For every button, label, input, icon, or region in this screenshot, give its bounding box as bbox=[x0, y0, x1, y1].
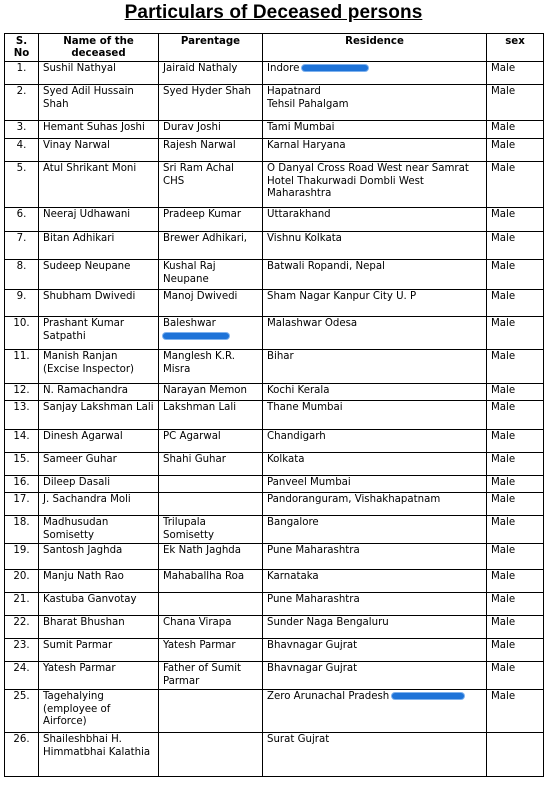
cell-sno-text: 18. bbox=[13, 517, 30, 528]
cell-residence bbox=[263, 384, 487, 401]
cell-sex-text: Male bbox=[491, 691, 516, 702]
cell-name-text: Kastuba Ganvotay bbox=[43, 594, 137, 605]
cell-residence-text: Bangalore bbox=[267, 517, 319, 528]
cell-parentage bbox=[159, 570, 263, 593]
cell-parentage-text: Durav Joshi bbox=[163, 122, 221, 133]
cell-name-text: Manish Ranjan (Excise Inspector) bbox=[43, 351, 135, 375]
cell-name bbox=[39, 593, 159, 616]
cell-residence-text: Vishnu Kolkata bbox=[267, 233, 342, 244]
cell-parentage bbox=[159, 476, 263, 493]
cell-sex bbox=[487, 208, 544, 232]
cell-sno bbox=[5, 162, 39, 208]
cell-sno-text: 13. bbox=[13, 402, 30, 413]
header-sno: S. No bbox=[5, 34, 39, 62]
cell-name-text: Prashant Kumar Satpathi bbox=[43, 318, 125, 342]
cell-sex bbox=[487, 476, 544, 493]
cell-name bbox=[39, 544, 159, 570]
cell-parentage bbox=[159, 493, 263, 516]
cell-name bbox=[39, 121, 159, 139]
cell-parentage-text: Mahaballha Roa bbox=[163, 571, 245, 582]
cell-parentage-text: Narayan Memon bbox=[163, 385, 247, 396]
cell-parentage-text: Father of Sumit Parmar bbox=[163, 663, 242, 687]
cell-parentage bbox=[159, 690, 263, 733]
cell-residence-text: Sham Nagar Kanpur City U. P bbox=[267, 291, 417, 302]
cell-sex bbox=[487, 616, 544, 639]
cell-sex bbox=[487, 516, 544, 544]
cell-residence bbox=[263, 290, 487, 317]
cell-parentage bbox=[159, 616, 263, 639]
cell-sno-text: 10. bbox=[13, 318, 30, 329]
cell-residence-text: Indore bbox=[267, 63, 300, 74]
cell-name-text: Sudeep Neupane bbox=[43, 261, 131, 272]
cell-parentage-text: Chana Virapa bbox=[163, 617, 232, 628]
cell-sno-text: 5. bbox=[16, 163, 27, 174]
cell-parentage-text: Ek Nath Jaghda bbox=[163, 545, 242, 556]
cell-sex-text: Male bbox=[491, 385, 516, 396]
cell-sex bbox=[487, 139, 544, 162]
cell-name-text: Bharat Bhushan bbox=[43, 617, 125, 628]
cell-parentage-text: Lakshman Lali bbox=[163, 402, 237, 413]
cell-sno-text: 25. bbox=[13, 691, 30, 702]
table-row bbox=[5, 593, 544, 616]
table-row bbox=[5, 232, 544, 260]
cell-residence bbox=[263, 733, 487, 777]
deceased-table bbox=[4, 33, 544, 777]
cell-residence bbox=[263, 121, 487, 139]
table-row bbox=[5, 662, 544, 690]
cell-residence bbox=[263, 544, 487, 570]
cell-residence bbox=[263, 401, 487, 430]
cell-sex-text: Male bbox=[491, 233, 516, 244]
cell-sex bbox=[487, 544, 544, 570]
cell-name-text: Bitan Adhikari bbox=[43, 233, 115, 244]
cell-residence-text: Karnal Haryana bbox=[267, 140, 346, 151]
cell-name-text: Yatesh Parmar bbox=[43, 663, 116, 674]
cell-sex bbox=[487, 290, 544, 317]
cell-sex bbox=[487, 317, 544, 350]
cell-residence-text: Sunder Naga Bengaluru bbox=[267, 617, 389, 628]
cell-residence bbox=[263, 616, 487, 639]
cell-residence bbox=[263, 662, 487, 690]
cell-name-text: Shaileshbhai H. Himmatbhai Kalathia bbox=[43, 734, 151, 758]
cell-sno-text: 20. bbox=[13, 571, 30, 582]
cell-sno bbox=[5, 317, 39, 350]
cell-parentage bbox=[159, 733, 263, 777]
cell-name bbox=[39, 350, 159, 384]
cell-sex-text: Male bbox=[491, 477, 516, 488]
cell-parentage bbox=[159, 639, 263, 662]
table-row bbox=[5, 162, 544, 208]
cell-parentage bbox=[159, 208, 263, 232]
cell-parentage-text: Syed Hyder Shah bbox=[163, 86, 251, 97]
cell-parentage bbox=[159, 85, 263, 121]
cell-parentage-text: Pradeep Kumar bbox=[163, 209, 242, 220]
cell-residence bbox=[263, 570, 487, 593]
table-body bbox=[5, 62, 544, 777]
cell-sno-text: 22. bbox=[13, 617, 30, 628]
table-row bbox=[5, 317, 544, 350]
table-row bbox=[5, 453, 544, 476]
cell-name bbox=[39, 733, 159, 777]
cell-sno bbox=[5, 476, 39, 493]
cell-sno bbox=[5, 616, 39, 639]
cell-sno bbox=[5, 208, 39, 232]
cell-sex bbox=[487, 493, 544, 516]
cell-residence bbox=[263, 453, 487, 476]
cell-residence bbox=[263, 260, 487, 290]
cell-name bbox=[39, 662, 159, 690]
cell-name-text: Vinay Narwal bbox=[43, 140, 110, 151]
cell-sex bbox=[487, 662, 544, 690]
cell-sno-text: 16. bbox=[13, 477, 30, 488]
cell-sex-text: Male bbox=[491, 454, 516, 465]
cell-name bbox=[39, 493, 159, 516]
cell-sno-text: 2. bbox=[16, 86, 27, 97]
cell-residence-text: Tami Mumbai bbox=[267, 122, 335, 133]
table-row bbox=[5, 570, 544, 593]
cell-parentage bbox=[159, 350, 263, 384]
cell-residence-text: Batwali Ropandi, Nepal bbox=[267, 261, 385, 272]
cell-sno bbox=[5, 570, 39, 593]
cell-name bbox=[39, 232, 159, 260]
cell-parentage bbox=[159, 430, 263, 453]
cell-residence-text: Hapatnard Tehsil Pahalgam bbox=[267, 86, 349, 110]
table-row bbox=[5, 260, 544, 290]
cell-parentage bbox=[159, 593, 263, 616]
cell-name bbox=[39, 516, 159, 544]
cell-sno-text: 14. bbox=[13, 431, 30, 442]
cell-sex-text: Male bbox=[491, 140, 516, 151]
cell-name-text: Santosh Jaghda bbox=[43, 545, 123, 556]
cell-parentage bbox=[159, 453, 263, 476]
cell-name bbox=[39, 570, 159, 593]
cell-name-text: Tagehalying (employee of Airforce) bbox=[43, 691, 111, 727]
table-row bbox=[5, 476, 544, 493]
cell-name bbox=[39, 384, 159, 401]
header-name: Name of the deceased bbox=[39, 34, 159, 62]
cell-sno bbox=[5, 593, 39, 616]
cell-residence-text: Thane Mumbai bbox=[267, 402, 343, 413]
cell-sno bbox=[5, 453, 39, 476]
table-row bbox=[5, 733, 544, 777]
cell-parentage bbox=[159, 662, 263, 690]
cell-sno bbox=[5, 639, 39, 662]
table-row bbox=[5, 384, 544, 401]
cell-residence bbox=[263, 139, 487, 162]
cell-sex-text: Male bbox=[491, 209, 516, 220]
cell-parentage bbox=[159, 290, 263, 317]
table-row bbox=[5, 493, 544, 516]
cell-name-text: J. Sachandra Moli bbox=[43, 494, 131, 505]
cell-sex-text: Male bbox=[491, 261, 516, 272]
cell-residence-text: Zero Arunachal Pradesh bbox=[267, 691, 390, 702]
cell-sno bbox=[5, 493, 39, 516]
cell-parentage-text: PC Agarwal bbox=[163, 431, 221, 442]
cell-sex bbox=[487, 570, 544, 593]
table-header-row bbox=[5, 34, 544, 62]
cell-sno-text: 9. bbox=[16, 291, 27, 302]
cell-name-text: Neeraj Udhawani bbox=[43, 209, 131, 220]
cell-parentage bbox=[159, 62, 263, 85]
cell-residence-text: Kolkata bbox=[267, 454, 305, 465]
cell-residence bbox=[263, 162, 487, 208]
cell-residence-text: Bhavnagar Gujrat bbox=[267, 640, 358, 651]
cell-sno-text: 21. bbox=[13, 594, 30, 605]
cell-parentage bbox=[159, 516, 263, 544]
cell-name bbox=[39, 453, 159, 476]
cell-sno bbox=[5, 139, 39, 162]
cell-sno bbox=[5, 121, 39, 139]
cell-residence bbox=[263, 350, 487, 384]
cell-parentage-text: Jairaid Nathaly bbox=[163, 63, 238, 74]
cell-parentage-text: Yatesh Parmar bbox=[163, 640, 236, 651]
cell-name bbox=[39, 139, 159, 162]
cell-residence bbox=[263, 690, 487, 733]
table-row bbox=[5, 639, 544, 662]
cell-name-text: Dileep Dasali bbox=[43, 477, 111, 488]
cell-name-text: Atul Shrikant Moni bbox=[43, 163, 137, 174]
cell-sex bbox=[487, 162, 544, 208]
cell-residence bbox=[263, 639, 487, 662]
cell-sno-text: 11. bbox=[13, 351, 30, 362]
cell-sex-text: Male bbox=[491, 318, 516, 329]
cell-name-text: N. Ramachandra bbox=[43, 385, 129, 396]
cell-parentage-text: Trilupala Somisetty bbox=[163, 517, 215, 541]
cell-sno bbox=[5, 544, 39, 570]
cell-residence-text: Pandoranguram, Vishakhapatnam bbox=[267, 494, 441, 505]
cell-parentage bbox=[159, 162, 263, 208]
cell-name bbox=[39, 85, 159, 121]
cell-residence-text: O Danyal Cross Road West near Samrat Hotel Thakurwadi Dombli West Maharashtra bbox=[267, 163, 469, 199]
cell-name-text: Syed Adil Hussain Shah bbox=[43, 86, 134, 110]
cell-parentage bbox=[159, 121, 263, 139]
cell-name bbox=[39, 317, 159, 350]
cell-parentage-text: Manoj Dwivedi bbox=[163, 291, 238, 302]
table-row bbox=[5, 430, 544, 453]
cell-sex-text: Male bbox=[491, 571, 516, 582]
cell-residence bbox=[263, 476, 487, 493]
cell-residence-text: Pune Maharashtra bbox=[267, 545, 360, 556]
cell-sno bbox=[5, 62, 39, 85]
cell-residence bbox=[263, 232, 487, 260]
cell-parentage bbox=[159, 139, 263, 162]
cell-sno-text: 1. bbox=[16, 63, 27, 74]
cell-sex bbox=[487, 121, 544, 139]
cell-residence-text: Chandigarh bbox=[267, 431, 326, 442]
cell-sno bbox=[5, 232, 39, 260]
redaction-mark bbox=[302, 65, 368, 71]
cell-residence bbox=[263, 593, 487, 616]
cell-name-text: Hemant Suhas Joshi bbox=[43, 122, 145, 133]
table-row bbox=[5, 690, 544, 733]
cell-sex-text: Male bbox=[491, 517, 516, 528]
cell-sno-text: 24. bbox=[13, 663, 30, 674]
cell-parentage bbox=[159, 401, 263, 430]
cell-sex bbox=[487, 232, 544, 260]
cell-sex bbox=[487, 430, 544, 453]
cell-sno bbox=[5, 430, 39, 453]
cell-residence bbox=[263, 493, 487, 516]
table-row bbox=[5, 401, 544, 430]
cell-sex-text: Male bbox=[491, 402, 516, 413]
cell-parentage bbox=[159, 232, 263, 260]
cell-residence-text: Kochi Kerala bbox=[267, 385, 330, 396]
cell-sno-text: 12. bbox=[13, 385, 30, 396]
cell-sex-text: Male bbox=[491, 86, 516, 97]
cell-name bbox=[39, 208, 159, 232]
cell-sex-text: Male bbox=[491, 431, 516, 442]
cell-residence-text: Karnataka bbox=[267, 571, 319, 582]
cell-name-text: Sumit Parmar bbox=[43, 640, 113, 651]
cell-sex-text: Male bbox=[491, 163, 516, 174]
cell-residence-text: Bihar bbox=[267, 351, 294, 362]
cell-sex bbox=[487, 85, 544, 121]
cell-parentage-text: Baleshwar bbox=[163, 318, 216, 329]
cell-parentage bbox=[159, 260, 263, 290]
redaction-mark bbox=[163, 333, 229, 339]
cell-residence-text: Uttarakhand bbox=[267, 209, 331, 220]
cell-name bbox=[39, 260, 159, 290]
table-row bbox=[5, 62, 544, 85]
table-row bbox=[5, 544, 544, 570]
cell-sno bbox=[5, 690, 39, 733]
cell-residence bbox=[263, 317, 487, 350]
cell-parentage bbox=[159, 317, 263, 350]
cell-residence bbox=[263, 516, 487, 544]
cell-parentage-text: Rajesh Narwal bbox=[163, 140, 236, 151]
cell-residence bbox=[263, 85, 487, 121]
cell-name-text: Sanjay Lakshman Lali bbox=[43, 402, 154, 413]
cell-residence-text: Panveel Mumbai bbox=[267, 477, 351, 488]
cell-name-text: Shubham Dwivedi bbox=[43, 291, 136, 302]
cell-sex bbox=[487, 350, 544, 384]
cell-residence-text: Surat Gujrat bbox=[267, 734, 330, 745]
cell-sex-text: Male bbox=[491, 594, 516, 605]
cell-sno-text: 4. bbox=[16, 140, 27, 151]
table-row bbox=[5, 139, 544, 162]
cell-sex bbox=[487, 384, 544, 401]
cell-parentage-text: Kushal Raj Neupane bbox=[163, 261, 216, 285]
cell-sex bbox=[487, 62, 544, 85]
cell-sex-text: Male bbox=[491, 291, 516, 302]
cell-sex-text: Male bbox=[491, 617, 516, 628]
cell-residence bbox=[263, 430, 487, 453]
cell-sex bbox=[487, 690, 544, 733]
cell-parentage-text: Sri Ram Achal CHS bbox=[163, 163, 234, 187]
cell-sno-text: 15. bbox=[13, 454, 30, 465]
cell-residence-text: Malashwar Odesa bbox=[267, 318, 358, 329]
cell-name bbox=[39, 430, 159, 453]
cell-sno bbox=[5, 384, 39, 401]
cell-sex-text: Male bbox=[491, 63, 516, 74]
table-row bbox=[5, 516, 544, 544]
table-row bbox=[5, 350, 544, 384]
cell-sex-text: Male bbox=[491, 122, 516, 133]
cell-sex bbox=[487, 401, 544, 430]
cell-name-text: Sushil Nathyal bbox=[43, 63, 117, 74]
cell-name-text: Dinesh Agarwal bbox=[43, 431, 123, 442]
cell-name-text: Sameer Guhar bbox=[43, 454, 117, 465]
cell-parentage-text: Manglesh K.R. Misra bbox=[163, 351, 235, 375]
cell-sex-text: Male bbox=[491, 351, 516, 362]
cell-name bbox=[39, 62, 159, 85]
cell-sex bbox=[487, 733, 544, 777]
cell-sno bbox=[5, 516, 39, 544]
cell-sex-text: Male bbox=[491, 545, 516, 556]
cell-sno bbox=[5, 290, 39, 317]
cell-residence bbox=[263, 62, 487, 85]
cell-sno-text: 8. bbox=[16, 261, 27, 272]
cell-sno bbox=[5, 733, 39, 777]
table-row bbox=[5, 208, 544, 232]
cell-sno bbox=[5, 350, 39, 384]
cell-name bbox=[39, 690, 159, 733]
cell-name bbox=[39, 476, 159, 493]
cell-sno bbox=[5, 401, 39, 430]
cell-sno bbox=[5, 260, 39, 290]
table-row bbox=[5, 121, 544, 139]
cell-parentage bbox=[159, 384, 263, 401]
cell-name bbox=[39, 290, 159, 317]
cell-parentage bbox=[159, 544, 263, 570]
cell-sno-text: 26. bbox=[13, 734, 30, 745]
cell-name bbox=[39, 162, 159, 208]
table-row bbox=[5, 616, 544, 639]
header-sex: sex bbox=[487, 34, 544, 62]
cell-sno-text: 6. bbox=[16, 209, 27, 220]
cell-sex bbox=[487, 260, 544, 290]
cell-name-text: Madhusudan Somisetty bbox=[43, 517, 109, 541]
cell-name bbox=[39, 401, 159, 430]
cell-sex-text: Male bbox=[491, 640, 516, 651]
cell-sno-text: 17. bbox=[13, 494, 30, 505]
cell-sex bbox=[487, 593, 544, 616]
cell-name-text: Manju Nath Rao bbox=[43, 571, 124, 582]
cell-sno-text: 23. bbox=[13, 640, 30, 651]
cell-sno bbox=[5, 85, 39, 121]
cell-sex bbox=[487, 453, 544, 476]
page-title: Particulars of Deceased persons bbox=[124, 2, 423, 23]
cell-sno bbox=[5, 662, 39, 690]
cell-sno-text: 7. bbox=[16, 233, 27, 244]
header-residence: Residence bbox=[263, 34, 487, 62]
cell-name bbox=[39, 639, 159, 662]
cell-residence bbox=[263, 208, 487, 232]
cell-sno-text: 3. bbox=[16, 122, 27, 133]
cell-sno-text: 19. bbox=[13, 545, 30, 556]
redaction-mark bbox=[392, 693, 464, 699]
cell-residence-text: Bhavnagar Gujrat bbox=[267, 663, 358, 674]
table-row bbox=[5, 290, 544, 317]
header-parentage: Parentage bbox=[159, 34, 263, 62]
cell-sex-text: Male bbox=[491, 663, 516, 674]
cell-name bbox=[39, 616, 159, 639]
cell-sex bbox=[487, 639, 544, 662]
table-row bbox=[5, 85, 544, 121]
cell-sex-text: Male bbox=[491, 494, 516, 505]
cell-residence-text: Pune Maharashtra bbox=[267, 594, 360, 605]
cell-parentage-text: Shahi Guhar bbox=[163, 454, 226, 465]
cell-parentage-text: Brewer Adhikari, bbox=[163, 233, 248, 244]
